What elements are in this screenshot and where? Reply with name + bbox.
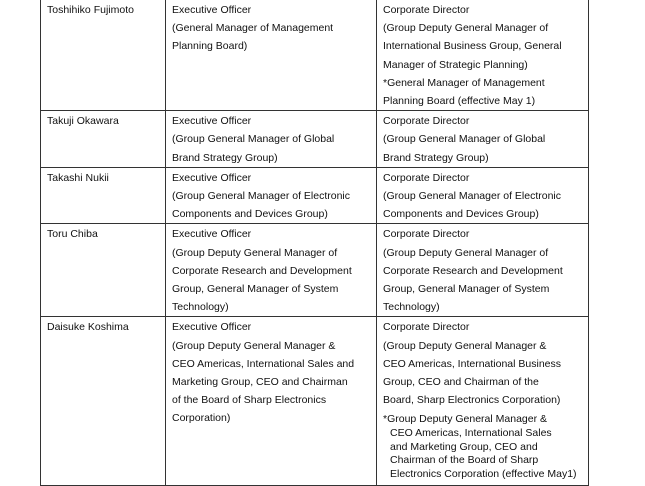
table-row bbox=[41, 0, 589, 111]
current-position-cell bbox=[166, 224, 377, 317]
current-position-line: Marketing Group, CEO and Chairman bbox=[172, 376, 348, 389]
effective-note-line: *Group Deputy General Manager & bbox=[383, 413, 548, 426]
effective-note-line: Chairman of the Board of Sharp bbox=[390, 454, 539, 467]
current-position-line: (Group General Manager of Global bbox=[172, 133, 335, 146]
current-position-line: Planning Board) bbox=[172, 40, 248, 53]
new-position-cell bbox=[377, 167, 589, 224]
current-position-cell bbox=[166, 0, 377, 111]
new-position-line: Group, General Manager of System bbox=[383, 283, 550, 296]
new-position-line: (Group General Manager of Electronic bbox=[383, 190, 562, 203]
new-position-line: Board, Sharp Electronics Corporation) bbox=[383, 394, 561, 407]
name-text: Toshihiko Fujimoto bbox=[47, 4, 134, 16]
officer-name bbox=[41, 224, 166, 317]
new-position-line: International Business Group, General bbox=[383, 40, 562, 53]
current-position-line: Technology) bbox=[172, 301, 229, 314]
current-position-line: (Group Deputy General Manager & bbox=[172, 339, 336, 352]
new-position-title: Corporate Director bbox=[383, 4, 470, 16]
current-position-line: Corporate Research and Development bbox=[172, 264, 352, 277]
new-position-line: CEO Americas, International Business bbox=[383, 357, 561, 370]
current-position-title: Executive Officer bbox=[172, 115, 252, 128]
new-position-cell bbox=[377, 111, 589, 168]
officers-table bbox=[40, 0, 589, 486]
current-position-line: of the Board of Sharp Electronics bbox=[172, 394, 327, 407]
new-position-line: (Group General Manager of Global bbox=[383, 133, 546, 146]
new-position-line: Brand Strategy Group) bbox=[383, 151, 489, 164]
officer-name bbox=[41, 111, 166, 168]
current-position-cell bbox=[166, 317, 377, 486]
new-position-title: Corporate Director bbox=[383, 171, 470, 184]
current-position-line: (Group General Manager of Electronic bbox=[172, 190, 351, 203]
new-position-title: Corporate Director bbox=[383, 228, 470, 241]
table-row bbox=[41, 111, 589, 168]
name-text: Takuji Okawara bbox=[47, 115, 119, 128]
new-position-line: (Group Deputy General Manager of bbox=[383, 246, 549, 259]
officer-name bbox=[41, 0, 166, 111]
name-text: Toru Chiba bbox=[47, 228, 98, 241]
new-position-cell bbox=[377, 0, 589, 111]
current-position-title: Executive Officer bbox=[172, 228, 252, 241]
new-position-cell bbox=[377, 317, 589, 486]
effective-note-line: and Marketing Group, CEO and bbox=[390, 440, 538, 453]
current-position-line: (General Manager of Management bbox=[172, 22, 334, 35]
current-position-line: Components and Devices Group) bbox=[172, 208, 328, 221]
effective-note-line: Planning Board (effective May 1) bbox=[383, 95, 536, 108]
table-row bbox=[41, 167, 589, 224]
effective-note-line: *General Manager of Management bbox=[383, 76, 545, 89]
current-position-line: (Group Deputy General Manager of bbox=[172, 246, 338, 259]
table-row bbox=[41, 224, 589, 317]
name-text: Takashi Nukii bbox=[47, 171, 109, 184]
current-position-line: Group, General Manager of System bbox=[172, 283, 339, 296]
current-position-line: Corporation) bbox=[172, 412, 231, 425]
current-position-line: CEO Americas, International Sales and bbox=[172, 357, 355, 370]
new-position-line: Group, CEO and Chairman of the bbox=[383, 376, 539, 389]
name-text: Daisuke Koshima bbox=[47, 321, 129, 334]
table-row bbox=[41, 317, 589, 486]
current-position-cell bbox=[166, 111, 377, 168]
new-position-line: Technology) bbox=[383, 301, 440, 314]
new-position-title: Corporate Director bbox=[383, 321, 470, 334]
new-position-line: (Group Deputy General Manager & bbox=[383, 339, 547, 352]
officer-name bbox=[41, 167, 166, 224]
new-position-line: Components and Devices Group) bbox=[383, 208, 539, 221]
current-position-line: Brand Strategy Group) bbox=[172, 151, 278, 164]
current-position-title: Executive Officer bbox=[172, 171, 252, 184]
effective-note bbox=[383, 413, 583, 484]
effective-note-line: CEO Americas, International Sales bbox=[390, 427, 552, 440]
current-position-cell bbox=[166, 167, 377, 224]
new-position-cell bbox=[377, 224, 589, 317]
new-position-line: Manager of Strategic Planning) bbox=[383, 58, 528, 71]
current-position-title: Executive Officer bbox=[172, 321, 252, 334]
officer-name bbox=[41, 317, 166, 486]
new-position-line: Corporate Research and Development bbox=[383, 264, 563, 277]
current-position-title: Executive Officer bbox=[172, 4, 252, 16]
effective-note-line: Electronics Corporation (effective May1) bbox=[390, 467, 577, 480]
new-position-title: Corporate Director bbox=[383, 115, 470, 128]
new-position-line: (Group Deputy General Manager of bbox=[383, 22, 549, 35]
